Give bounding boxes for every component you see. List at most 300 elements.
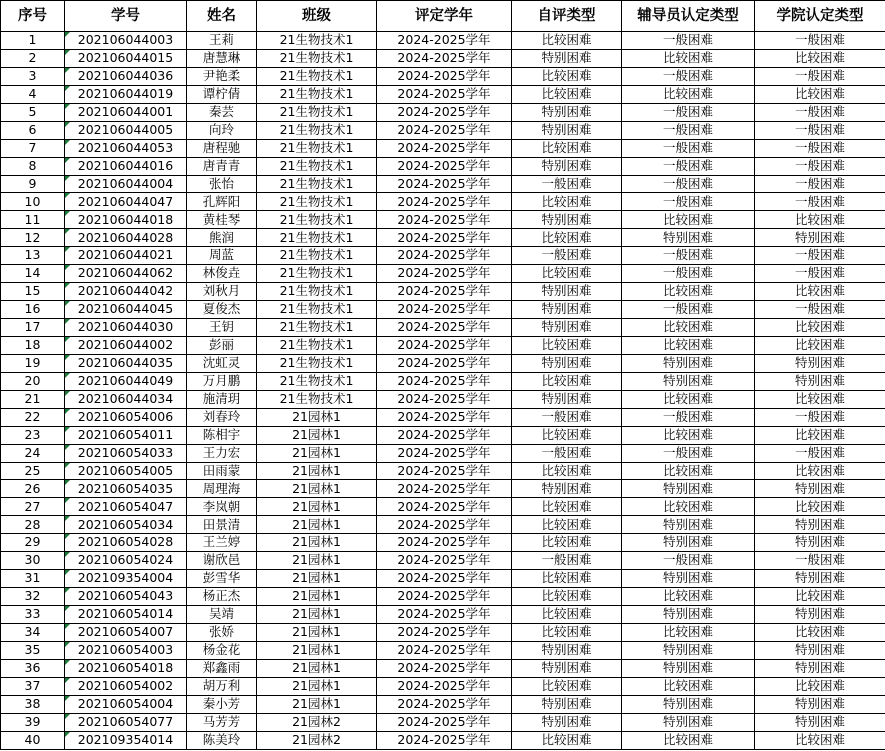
cell-self-assessment[interactable]: 比较困难 (512, 570, 622, 588)
cell-name[interactable]: 秦芸 (187, 103, 257, 121)
cell-counselor-assessment[interactable]: 比较困难 (622, 85, 755, 103)
cell-self-assessment[interactable]: 特别困难 (512, 283, 622, 301)
cell-name[interactable]: 施清玥 (187, 390, 257, 408)
cell-student-id[interactable]: 202106054007 (65, 623, 187, 641)
cell-self-assessment[interactable]: 一般困难 (512, 444, 622, 462)
cell-class[interactable]: 21园林1 (257, 516, 377, 534)
cell-counselor-assessment[interactable]: 特别困难 (622, 516, 755, 534)
cell-counselor-assessment[interactable]: 一般困难 (622, 32, 755, 50)
cell-academic-year[interactable]: 2024-2025学年 (377, 534, 512, 552)
cell-class[interactable]: 21园林2 (257, 713, 377, 731)
cell-counselor-assessment[interactable]: 特别困难 (622, 534, 755, 552)
cell-academic-year[interactable]: 2024-2025学年 (377, 193, 512, 211)
cell-name[interactable]: 万月鹏 (187, 372, 257, 390)
cell-student-id[interactable]: 202106044034 (65, 390, 187, 408)
cell-college-assessment[interactable]: 一般困难 (755, 444, 885, 462)
cell-class[interactable]: 21生物技术1 (257, 390, 377, 408)
cell-class[interactable]: 21园林1 (257, 444, 377, 462)
cell-student-id[interactable]: 202106044002 (65, 336, 187, 354)
cell-name[interactable]: 王力宏 (187, 444, 257, 462)
cell-counselor-assessment[interactable]: 特别困难 (622, 229, 755, 247)
cell-class[interactable]: 21园林1 (257, 498, 377, 516)
cell-college-assessment[interactable]: 比较困难 (755, 623, 885, 641)
cell-academic-year[interactable]: 2024-2025学年 (377, 336, 512, 354)
cell-counselor-assessment[interactable]: 一般困难 (622, 301, 755, 319)
cell-academic-year[interactable]: 2024-2025学年 (377, 516, 512, 534)
cell-college-assessment[interactable]: 一般困难 (755, 408, 885, 426)
cell-college-assessment[interactable]: 一般困难 (755, 32, 885, 50)
cell-college-assessment[interactable]: 一般困难 (755, 552, 885, 570)
cell-class[interactable]: 21园林1 (257, 570, 377, 588)
cell-class[interactable]: 21生物技术1 (257, 175, 377, 193)
cell-counselor-assessment[interactable]: 一般困难 (622, 265, 755, 283)
cell-self-assessment[interactable]: 比较困难 (512, 606, 622, 624)
cell-name[interactable]: 王莉 (187, 32, 257, 50)
cell-self-assessment[interactable]: 一般困难 (512, 552, 622, 570)
cell-counselor-assessment[interactable]: 比较困难 (622, 677, 755, 695)
cell-counselor-assessment[interactable]: 一般困难 (622, 175, 755, 193)
cell-name[interactable]: 陈相宇 (187, 426, 257, 444)
cell-class[interactable]: 21生物技术1 (257, 32, 377, 50)
cell-counselor-assessment[interactable]: 特别困难 (622, 570, 755, 588)
cell-college-assessment[interactable]: 比较困难 (755, 49, 885, 67)
cell-class[interactable]: 21园林1 (257, 677, 377, 695)
cell-name[interactable]: 秦小芳 (187, 695, 257, 713)
cell-academic-year[interactable]: 2024-2025学年 (377, 211, 512, 229)
cell-name[interactable]: 刘秋月 (187, 283, 257, 301)
cell-academic-year[interactable]: 2024-2025学年 (377, 570, 512, 588)
cell-counselor-assessment[interactable]: 特别困难 (622, 480, 755, 498)
cell-class[interactable]: 21园林1 (257, 606, 377, 624)
cell-student-id[interactable]: 202106054077 (65, 713, 187, 731)
cell-academic-year[interactable]: 2024-2025学年 (377, 677, 512, 695)
cell-counselor-assessment[interactable]: 特别困难 (622, 713, 755, 731)
cell-college-assessment[interactable]: 比较困难 (755, 390, 885, 408)
cell-student-id[interactable]: 202106054005 (65, 462, 187, 480)
cell-counselor-assessment[interactable]: 比较困难 (622, 498, 755, 516)
cell-name[interactable]: 彭雪华 (187, 570, 257, 588)
cell-college-assessment[interactable]: 比较困难 (755, 588, 885, 606)
cell-self-assessment[interactable]: 特别困难 (512, 301, 622, 319)
cell-self-assessment[interactable]: 比较困难 (512, 426, 622, 444)
cell-name[interactable]: 刘春玲 (187, 408, 257, 426)
cell-student-id[interactable]: 202106044045 (65, 301, 187, 319)
cell-self-assessment[interactable]: 比较困难 (512, 731, 622, 749)
cell-counselor-assessment[interactable]: 一般困难 (622, 247, 755, 265)
cell-student-id[interactable]: 202106044042 (65, 283, 187, 301)
cell-student-id[interactable]: 202106044030 (65, 319, 187, 337)
cell-college-assessment[interactable]: 特别困难 (755, 713, 885, 731)
cell-class[interactable]: 21园林1 (257, 641, 377, 659)
cell-index[interactable]: 8 (1, 157, 65, 175)
cell-name[interactable]: 林俊垚 (187, 265, 257, 283)
cell-index[interactable]: 33 (1, 606, 65, 624)
cell-student-id[interactable]: 202106044005 (65, 121, 187, 139)
cell-academic-year[interactable]: 2024-2025学年 (377, 444, 512, 462)
cell-college-assessment[interactable]: 一般困难 (755, 265, 885, 283)
cell-class[interactable]: 21生物技术1 (257, 319, 377, 337)
cell-student-id[interactable]: 202106054047 (65, 498, 187, 516)
cell-name[interactable]: 田雨蒙 (187, 462, 257, 480)
cell-college-assessment[interactable]: 一般困难 (755, 193, 885, 211)
cell-self-assessment[interactable]: 一般困难 (512, 408, 622, 426)
cell-self-assessment[interactable]: 一般困难 (512, 175, 622, 193)
cell-student-id[interactable]: 202106054035 (65, 480, 187, 498)
cell-name[interactable]: 黄桂琴 (187, 211, 257, 229)
cell-class[interactable]: 21园林1 (257, 462, 377, 480)
cell-self-assessment[interactable]: 比较困难 (512, 462, 622, 480)
cell-name[interactable]: 周蓝 (187, 247, 257, 265)
cell-index[interactable]: 27 (1, 498, 65, 516)
cell-counselor-assessment[interactable]: 特别困难 (622, 354, 755, 372)
cell-index[interactable]: 14 (1, 265, 65, 283)
cell-name[interactable]: 夏俊杰 (187, 301, 257, 319)
cell-class[interactable]: 21生物技术1 (257, 67, 377, 85)
cell-self-assessment[interactable]: 比较困难 (512, 623, 622, 641)
cell-student-id[interactable]: 202106054018 (65, 659, 187, 677)
cell-student-id[interactable]: 202106054006 (65, 408, 187, 426)
cell-index[interactable]: 26 (1, 480, 65, 498)
cell-name[interactable]: 王兰婷 (187, 534, 257, 552)
cell-student-id[interactable]: 202106044021 (65, 247, 187, 265)
cell-index[interactable]: 7 (1, 139, 65, 157)
cell-self-assessment[interactable]: 特别困难 (512, 103, 622, 121)
cell-name[interactable]: 郑鑫雨 (187, 659, 257, 677)
cell-class[interactable]: 21园林1 (257, 534, 377, 552)
cell-academic-year[interactable]: 2024-2025学年 (377, 390, 512, 408)
cell-index[interactable]: 31 (1, 570, 65, 588)
cell-index[interactable]: 38 (1, 695, 65, 713)
cell-student-id[interactable]: 202106044016 (65, 157, 187, 175)
cell-college-assessment[interactable]: 特别困难 (755, 372, 885, 390)
cell-class[interactable]: 21生物技术1 (257, 247, 377, 265)
cell-index[interactable]: 32 (1, 588, 65, 606)
cell-academic-year[interactable]: 2024-2025学年 (377, 32, 512, 50)
header-academic-year[interactable]: 评定学年 (377, 1, 512, 32)
cell-counselor-assessment[interactable]: 特别困难 (622, 641, 755, 659)
cell-self-assessment[interactable]: 特别困难 (512, 121, 622, 139)
cell-index[interactable]: 10 (1, 193, 65, 211)
cell-college-assessment[interactable]: 特别困难 (755, 695, 885, 713)
cell-name[interactable]: 王钥 (187, 319, 257, 337)
cell-counselor-assessment[interactable]: 比较困难 (622, 211, 755, 229)
cell-index[interactable]: 28 (1, 516, 65, 534)
cell-student-id[interactable]: 202106044015 (65, 49, 187, 67)
cell-academic-year[interactable]: 2024-2025学年 (377, 659, 512, 677)
cell-name[interactable]: 杨金花 (187, 641, 257, 659)
cell-academic-year[interactable]: 2024-2025学年 (377, 731, 512, 749)
cell-class[interactable]: 21园林1 (257, 659, 377, 677)
cell-class[interactable]: 21生物技术1 (257, 121, 377, 139)
cell-index[interactable]: 4 (1, 85, 65, 103)
cell-counselor-assessment[interactable]: 一般困难 (622, 67, 755, 85)
cell-self-assessment[interactable]: 比较困难 (512, 32, 622, 50)
cell-student-id[interactable]: 202106044028 (65, 229, 187, 247)
cell-self-assessment[interactable]: 比较困难 (512, 588, 622, 606)
cell-name[interactable]: 唐程驰 (187, 139, 257, 157)
cell-college-assessment[interactable]: 比较困难 (755, 426, 885, 444)
cell-class[interactable]: 21园林1 (257, 408, 377, 426)
cell-counselor-assessment[interactable]: 特别困难 (622, 695, 755, 713)
cell-college-assessment[interactable]: 比较困难 (755, 336, 885, 354)
cell-college-assessment[interactable]: 比较困难 (755, 677, 885, 695)
cell-college-assessment[interactable]: 一般困难 (755, 67, 885, 85)
cell-academic-year[interactable]: 2024-2025学年 (377, 372, 512, 390)
cell-index[interactable]: 23 (1, 426, 65, 444)
cell-academic-year[interactable]: 2024-2025学年 (377, 354, 512, 372)
cell-student-id[interactable]: 202106054003 (65, 641, 187, 659)
cell-college-assessment[interactable]: 比较困难 (755, 283, 885, 301)
cell-name[interactable]: 熊润 (187, 229, 257, 247)
cell-academic-year[interactable]: 2024-2025学年 (377, 408, 512, 426)
cell-student-id[interactable]: 202106044049 (65, 372, 187, 390)
cell-academic-year[interactable]: 2024-2025学年 (377, 641, 512, 659)
cell-college-assessment[interactable]: 比较困难 (755, 498, 885, 516)
cell-student-id[interactable]: 202106044047 (65, 193, 187, 211)
cell-counselor-assessment[interactable]: 比较困难 (622, 319, 755, 337)
cell-index[interactable]: 15 (1, 283, 65, 301)
cell-academic-year[interactable]: 2024-2025学年 (377, 157, 512, 175)
cell-class[interactable]: 21生物技术1 (257, 103, 377, 121)
cell-academic-year[interactable]: 2024-2025学年 (377, 498, 512, 516)
cell-index[interactable]: 16 (1, 301, 65, 319)
cell-student-id[interactable]: 202106054011 (65, 426, 187, 444)
cell-counselor-assessment[interactable]: 一般困难 (622, 157, 755, 175)
cell-student-id[interactable]: 202106054002 (65, 677, 187, 695)
cell-index[interactable]: 1 (1, 32, 65, 50)
cell-college-assessment[interactable]: 比较困难 (755, 319, 885, 337)
cell-self-assessment[interactable]: 比较困难 (512, 67, 622, 85)
cell-student-id[interactable]: 202106054034 (65, 516, 187, 534)
cell-counselor-assessment[interactable]: 比较困难 (622, 462, 755, 480)
cell-student-id[interactable]: 202106044019 (65, 85, 187, 103)
cell-self-assessment[interactable]: 特别困难 (512, 659, 622, 677)
cell-counselor-assessment[interactable]: 一般困难 (622, 139, 755, 157)
cell-counselor-assessment[interactable]: 一般困难 (622, 103, 755, 121)
cell-self-assessment[interactable]: 特别困难 (512, 641, 622, 659)
cell-self-assessment[interactable]: 比较困难 (512, 336, 622, 354)
cell-academic-year[interactable]: 2024-2025学年 (377, 139, 512, 157)
cell-student-id[interactable]: 202106054014 (65, 606, 187, 624)
cell-self-assessment[interactable]: 特别困难 (512, 480, 622, 498)
cell-counselor-assessment[interactable]: 特别困难 (622, 659, 755, 677)
cell-student-id[interactable]: 202106044036 (65, 67, 187, 85)
cell-academic-year[interactable]: 2024-2025学年 (377, 85, 512, 103)
cell-name[interactable]: 谢欣邑 (187, 552, 257, 570)
cell-self-assessment[interactable]: 特别困难 (512, 354, 622, 372)
cell-name[interactable]: 沈虹灵 (187, 354, 257, 372)
cell-student-id[interactable]: 202106044004 (65, 175, 187, 193)
cell-index[interactable]: 20 (1, 372, 65, 390)
cell-counselor-assessment[interactable]: 比较困难 (622, 731, 755, 749)
cell-self-assessment[interactable]: 比较困难 (512, 193, 622, 211)
cell-academic-year[interactable]: 2024-2025学年 (377, 283, 512, 301)
cell-index[interactable]: 24 (1, 444, 65, 462)
cell-index[interactable]: 22 (1, 408, 65, 426)
cell-student-id[interactable]: 202106044018 (65, 211, 187, 229)
cell-self-assessment[interactable]: 比较困难 (512, 265, 622, 283)
cell-academic-year[interactable]: 2024-2025学年 (377, 247, 512, 265)
cell-self-assessment[interactable]: 比较困难 (512, 498, 622, 516)
cell-index[interactable]: 35 (1, 641, 65, 659)
header-self-assessment[interactable]: 自评类型 (512, 1, 622, 32)
cell-index[interactable]: 2 (1, 49, 65, 67)
cell-academic-year[interactable]: 2024-2025学年 (377, 121, 512, 139)
cell-class[interactable]: 21生物技术1 (257, 211, 377, 229)
cell-academic-year[interactable]: 2024-2025学年 (377, 588, 512, 606)
cell-self-assessment[interactable]: 比较困难 (512, 85, 622, 103)
cell-index[interactable]: 39 (1, 713, 65, 731)
cell-student-id[interactable]: 202106044062 (65, 265, 187, 283)
cell-self-assessment[interactable]: 特别困难 (512, 157, 622, 175)
cell-academic-year[interactable]: 2024-2025学年 (377, 103, 512, 121)
cell-college-assessment[interactable]: 一般困难 (755, 247, 885, 265)
cell-self-assessment[interactable]: 比较困难 (512, 534, 622, 552)
cell-college-assessment[interactable]: 一般困难 (755, 157, 885, 175)
cell-college-assessment[interactable]: 特别困难 (755, 534, 885, 552)
cell-academic-year[interactable]: 2024-2025学年 (377, 426, 512, 444)
cell-class[interactable]: 21生物技术1 (257, 49, 377, 67)
cell-name[interactable]: 彭丽 (187, 336, 257, 354)
cell-index[interactable]: 21 (1, 390, 65, 408)
cell-class[interactable]: 21生物技术1 (257, 139, 377, 157)
cell-index[interactable]: 29 (1, 534, 65, 552)
cell-name[interactable]: 李岚朝 (187, 498, 257, 516)
cell-self-assessment[interactable]: 特别困难 (512, 49, 622, 67)
cell-self-assessment[interactable]: 比较困难 (512, 516, 622, 534)
cell-counselor-assessment[interactable]: 比较困难 (622, 49, 755, 67)
cell-class[interactable]: 21生物技术1 (257, 85, 377, 103)
cell-name[interactable]: 田景清 (187, 516, 257, 534)
cell-college-assessment[interactable]: 特别困难 (755, 480, 885, 498)
cell-student-id[interactable]: 202106044003 (65, 32, 187, 50)
cell-self-assessment[interactable]: 特别困难 (512, 713, 622, 731)
cell-student-id[interactable]: 202109354014 (65, 731, 187, 749)
cell-academic-year[interactable]: 2024-2025学年 (377, 175, 512, 193)
cell-index[interactable]: 25 (1, 462, 65, 480)
cell-academic-year[interactable]: 2024-2025学年 (377, 229, 512, 247)
cell-academic-year[interactable]: 2024-2025学年 (377, 49, 512, 67)
cell-class[interactable]: 21园林1 (257, 480, 377, 498)
cell-college-assessment[interactable]: 一般困难 (755, 301, 885, 319)
cell-index[interactable]: 40 (1, 731, 65, 749)
cell-self-assessment[interactable]: 比较困难 (512, 372, 622, 390)
cell-counselor-assessment[interactable]: 一般困难 (622, 444, 755, 462)
cell-self-assessment[interactable]: 一般困难 (512, 247, 622, 265)
cell-student-id[interactable]: 202106044001 (65, 103, 187, 121)
cell-college-assessment[interactable]: 特别困难 (755, 641, 885, 659)
cell-name[interactable]: 谭柠倩 (187, 85, 257, 103)
cell-class[interactable]: 21生物技术1 (257, 193, 377, 211)
cell-college-assessment[interactable]: 比较困难 (755, 462, 885, 480)
cell-academic-year[interactable]: 2024-2025学年 (377, 623, 512, 641)
cell-index[interactable]: 6 (1, 121, 65, 139)
cell-class[interactable]: 21生物技术1 (257, 372, 377, 390)
cell-counselor-assessment[interactable]: 一般困难 (622, 121, 755, 139)
cell-name[interactable]: 孔辉阳 (187, 193, 257, 211)
cell-counselor-assessment[interactable]: 比较困难 (622, 390, 755, 408)
cell-academic-year[interactable]: 2024-2025学年 (377, 301, 512, 319)
cell-student-id[interactable]: 202106054028 (65, 534, 187, 552)
cell-academic-year[interactable]: 2024-2025学年 (377, 480, 512, 498)
cell-name[interactable]: 向玲 (187, 121, 257, 139)
cell-college-assessment[interactable]: 特别困难 (755, 570, 885, 588)
cell-academic-year[interactable]: 2024-2025学年 (377, 713, 512, 731)
header-class[interactable]: 班级 (257, 1, 377, 32)
cell-college-assessment[interactable]: 一般困难 (755, 175, 885, 193)
cell-counselor-assessment[interactable]: 比较困难 (622, 623, 755, 641)
cell-class[interactable]: 21生物技术1 (257, 354, 377, 372)
cell-index[interactable]: 13 (1, 247, 65, 265)
cell-index[interactable]: 19 (1, 354, 65, 372)
cell-academic-year[interactable]: 2024-2025学年 (377, 695, 512, 713)
cell-name[interactable]: 陈美玲 (187, 731, 257, 749)
cell-index[interactable]: 30 (1, 552, 65, 570)
cell-self-assessment[interactable]: 特别困难 (512, 390, 622, 408)
cell-counselor-assessment[interactable]: 比较困难 (622, 336, 755, 354)
cell-index[interactable]: 9 (1, 175, 65, 193)
cell-class[interactable]: 21生物技术1 (257, 301, 377, 319)
cell-academic-year[interactable]: 2024-2025学年 (377, 265, 512, 283)
header-college-assessment[interactable]: 学院认定类型 (755, 1, 885, 32)
cell-self-assessment[interactable]: 特别困难 (512, 211, 622, 229)
cell-class[interactable]: 21生物技术1 (257, 283, 377, 301)
cell-name[interactable]: 吴靖 (187, 606, 257, 624)
cell-counselor-assessment[interactable]: 比较困难 (622, 426, 755, 444)
cell-college-assessment[interactable]: 特别困难 (755, 606, 885, 624)
cell-college-assessment[interactable]: 特别困难 (755, 659, 885, 677)
cell-self-assessment[interactable]: 比较困难 (512, 677, 622, 695)
cell-class[interactable]: 21园林1 (257, 426, 377, 444)
cell-index[interactable]: 18 (1, 336, 65, 354)
cell-class[interactable]: 21生物技术1 (257, 157, 377, 175)
cell-name[interactable]: 唐慧琳 (187, 49, 257, 67)
cell-index[interactable]: 37 (1, 677, 65, 695)
cell-index[interactable]: 36 (1, 659, 65, 677)
cell-academic-year[interactable]: 2024-2025学年 (377, 319, 512, 337)
cell-student-id[interactable]: 202106044035 (65, 354, 187, 372)
cell-student-id[interactable]: 202106044053 (65, 139, 187, 157)
cell-name[interactable]: 唐青青 (187, 157, 257, 175)
cell-index[interactable]: 3 (1, 67, 65, 85)
cell-academic-year[interactable]: 2024-2025学年 (377, 552, 512, 570)
cell-counselor-assessment[interactable]: 一般困难 (622, 193, 755, 211)
cell-self-assessment[interactable]: 比较困难 (512, 139, 622, 157)
cell-student-id[interactable]: 202106054033 (65, 444, 187, 462)
cell-counselor-assessment[interactable]: 一般困难 (622, 552, 755, 570)
cell-class[interactable]: 21园林1 (257, 695, 377, 713)
cell-index[interactable]: 11 (1, 211, 65, 229)
cell-college-assessment[interactable]: 比较困难 (755, 211, 885, 229)
cell-index[interactable]: 34 (1, 623, 65, 641)
cell-index[interactable]: 5 (1, 103, 65, 121)
cell-name[interactable]: 马芳芳 (187, 713, 257, 731)
cell-self-assessment[interactable]: 比较困难 (512, 229, 622, 247)
cell-index[interactable]: 12 (1, 229, 65, 247)
header-counselor-assessment[interactable]: 辅导员认定类型 (622, 1, 755, 32)
cell-name[interactable]: 尹艳柔 (187, 67, 257, 85)
cell-college-assessment[interactable]: 比较困难 (755, 85, 885, 103)
cell-name[interactable]: 张娇 (187, 623, 257, 641)
cell-counselor-assessment[interactable]: 比较困难 (622, 283, 755, 301)
cell-class[interactable]: 21生物技术1 (257, 336, 377, 354)
cell-academic-year[interactable]: 2024-2025学年 (377, 606, 512, 624)
cell-student-id[interactable]: 202106054043 (65, 588, 187, 606)
cell-class[interactable]: 21园林1 (257, 588, 377, 606)
cell-name[interactable]: 周理海 (187, 480, 257, 498)
cell-class[interactable]: 21园林1 (257, 552, 377, 570)
cell-counselor-assessment[interactable]: 特别困难 (622, 606, 755, 624)
